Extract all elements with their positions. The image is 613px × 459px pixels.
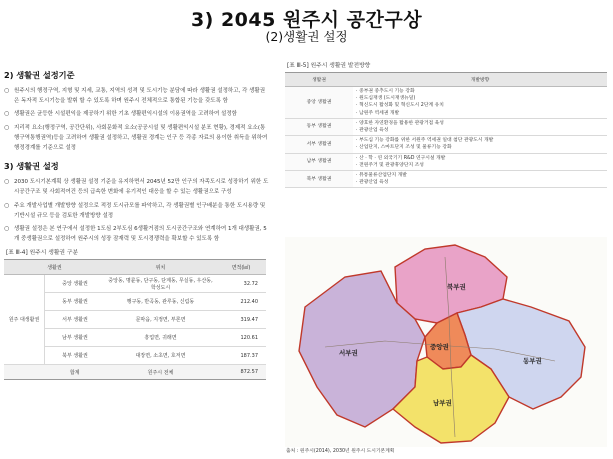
zone-name: 중앙 생활권 xyxy=(285,87,353,119)
zone-directions: · 양호한 자연환경을 활용한 관광거점 육성 · 관광산업 육성 xyxy=(353,118,607,135)
zone-area: 32.72 xyxy=(216,275,266,293)
zone-name: 남부 생활권 xyxy=(285,153,353,170)
zone-name: 동부 생활권 xyxy=(45,293,106,311)
bullet-item: ○ 생활권은 균등한 시설편익을 제공하기 위한 기초 생활편익시설의 이용권역을 고려하여 설정함 xyxy=(4,110,237,118)
zone-directions: · 부도심 기능 강화를 위한 서원주 역세권 일대 첨단 관광도시 개발 · 산업단지, 스마트단지 조성 및 물류기능 강화 xyxy=(353,136,607,153)
map-label-east: 동부권 xyxy=(523,357,542,365)
column-header: 생활권 xyxy=(285,73,353,87)
zone-location: 중앙동, 명륜동, 단구동, 단계동, 무실동, 우산동, 학성도시 xyxy=(105,275,216,293)
zone-directions: · 중부권 중추도시 기능 강화 · 원도심재생 (도시재생뉴딜) · 혁신도시 활성화 및 혁신도시 2단계 유치 · 남원주 역세권 개발 xyxy=(353,87,607,119)
table-row xyxy=(285,136,607,153)
zone-name: 서부 생활권 xyxy=(285,136,353,153)
table-row xyxy=(285,153,607,170)
section-heading-criteria: 2) 생활권 설정기준 xyxy=(4,70,75,80)
bullet-item: ○ 원주시의 행정구역, 지형 및 지세, 교통, 지역의 성격 및 도시기능 분담에 따라 생활권 설정하고, 각 생활권은 독자적 도시기능을 발휘 할 수 있도록 하며 원주시 전체적으로 통합된 기능을 갖도록 함 xyxy=(4,87,266,105)
zone-name: 동부 생활권 xyxy=(285,118,353,135)
group-cell: 원주 대생활권 xyxy=(4,275,45,365)
section-heading-setting: 3) 생활권 설정 xyxy=(4,161,59,172)
page-subtitle: (2)생활권 설정 xyxy=(265,29,348,44)
zone-location: 대장면, 소초면, 호저면 xyxy=(105,347,216,365)
column-header: 면적(㎢) xyxy=(216,260,266,275)
map-label-south: 남부권 xyxy=(433,399,452,407)
table-row xyxy=(285,171,607,188)
zone-name: 서부 생활권 xyxy=(45,311,106,329)
total-name: 합계 xyxy=(45,365,106,380)
zone-name: 남부 생활권 xyxy=(45,329,106,347)
zone-location: 행구동, 반곡동, 관루동, 신림동 xyxy=(105,293,216,311)
zone-area: 212.40 xyxy=(216,293,266,311)
table-row xyxy=(285,118,607,135)
table-caption: [표 Ⅲ-5] 원주시 생활권 발전방향 xyxy=(287,63,371,69)
zone-area: 187.37 xyxy=(216,347,266,365)
zone-directions: · 뮤통물류산업단지 개발 · 관광산업 육성 xyxy=(353,171,607,188)
map-label-west: 서부권 xyxy=(339,349,358,357)
zone-area: 120.61 xyxy=(216,329,266,347)
zone-name: 중앙 생활권 xyxy=(45,275,106,293)
column-header: 개발방향 xyxy=(353,73,607,87)
bullet-item: ○ 2030 도시기본계획 상 생활권 설정 기준을 유지하면서 2045년 52만 인구의 자족도시로 성장하기 위한 도시공간구조 및 사회적여건 등의 급속한 변화에 유기적인 대응을 할 수 있는 생활권으로 구성 xyxy=(4,178,269,196)
zone-area: 319.47 xyxy=(216,311,266,329)
total-location: 원주시 전체 xyxy=(105,365,216,380)
map-label-center: 중앙권 xyxy=(430,343,449,351)
total-area: 872.57 xyxy=(216,365,266,380)
bullet-item: ○ 지리적 요소(행정구역, 공간단위), 사회문화적 요소(공공시설 및 생활편익시설 분포 현황), 경제적 요소(통행구역통행권역)등을 고려하여 생활권 설정하고, 생활권 경계는 인구 등 각종 자료의 용이한 취득을 위하여 행정경계를 기준으로 설정 xyxy=(4,123,268,152)
development-direction-table xyxy=(285,72,607,188)
zone-location: 흥업면, 귀래면 xyxy=(105,329,216,347)
table-caption: [표 Ⅲ-4] 원주시 생활권 구분 xyxy=(6,250,79,257)
page-title: 3) 2045 원주시 공간구상 xyxy=(190,9,423,31)
zone-location: 문막읍, 지정면, 부론면 xyxy=(105,311,216,329)
livingzone-map xyxy=(285,237,607,447)
column-header: 위치 xyxy=(105,260,216,275)
bullet-item: ○ 생활권 설정은 본 연구에서 설정한 1도심 2부도심 6생활거점의 도시공간구조와 연계하여 1개 대생활권, 5개 중생활권으로 설정하여 원주시의 성장 잠재력 및 도시경쟁력을 확보할 수 있도록 함 xyxy=(4,225,267,243)
column-header: 생활권 xyxy=(4,260,105,275)
table-row xyxy=(4,275,266,293)
map-source: 출처 : 원주시(2014), 2030년 원주시 도시기본계획 xyxy=(286,449,395,454)
map-label-north: 북부권 xyxy=(447,283,466,291)
right-column xyxy=(281,60,609,188)
livingzone-table xyxy=(4,259,266,380)
zone-directions: · 산 · 학 · 연 외국기기 R&D 연구시설 개발 · 전원주거 및 관광휴양단지 조성 xyxy=(353,153,607,170)
table-total-row xyxy=(4,365,266,380)
left-column xyxy=(4,70,270,380)
table-row xyxy=(285,87,607,119)
zone-name: 북부 생활권 xyxy=(285,171,353,188)
zone-name: 북부 생활권 xyxy=(45,347,106,365)
bullet-item: ○ 주요 개발사업별 개발방향 설정으로 적정 도시규모를 파악하고, 각 생활권별 인구배분을 통한 도시용량 및 기반시설 규모 등을 검토한 개발방향 설정 xyxy=(4,201,266,219)
